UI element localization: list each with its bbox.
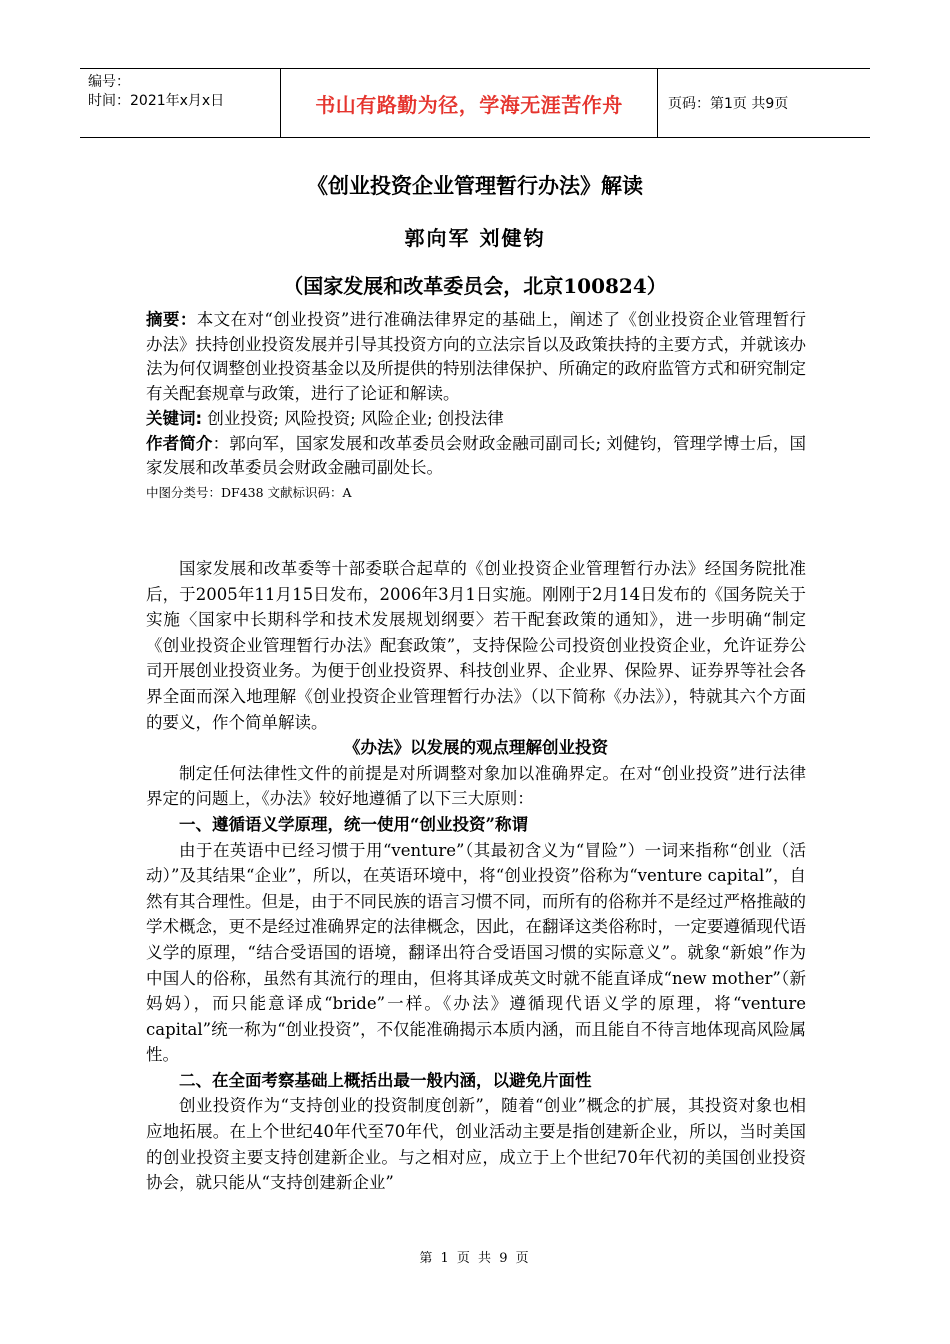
intro-paragraph: 国家发展和改革委等十部委联合起草的《创业投资企业管理暂行办法》经国务院批准后，于2005年11月15日发布，2006年3月1日实施。刚刚于2月14日发布的《国务院关于实施〈国家中长期科学和技术发展规划纲要〉若干配套政策的通知》，进一步明确“制定《创业投资企业管理暂行办法》配套政策”，支持保险公司投资创业投资企业，允许证券公司开展创业投资业务。为便于创业投资界、科技创业界、企业界、保险界、证券界等社会各界全面而深入地理解《创业投资企业管理暂行办法》（以下简称《办法》），特就其六个方面的要义，作个简单解读。 (146, 559, 806, 732)
abstract-text: 本文在对“创业投资”进行准确法律界定的基础上，阐述了《创业投资企业管理暂行办法》扶持创业投资发展并引导其投资方向的立法宗旨以及政策扶持的主要方式，并就该办法为何仅调整创业投资基金以及所提供的特别法律保护、所确定的政府监管方式和研究制定有关配套规章与政策，进行了论证和解读。 (146, 310, 807, 404)
section-heading: 《办法》以发展的观点理解创业投资 (344, 738, 608, 758)
classification-line: 中图分类号：DF438 文献标识码：A (146, 484, 352, 500)
header-motto: 书山有路勤为径，学海无涯苦作舟 (280, 69, 658, 137)
keywords (146, 407, 806, 432)
abstract-label: 摘要： (146, 310, 197, 329)
document-time-label: 时间：2021年x月x日 (88, 93, 225, 109)
header-page-info: 页码：第1页 共9页 (668, 96, 789, 112)
subsection-heading: 一、遵循语义学原理，统一使用“创业投资”称谓 (179, 814, 528, 834)
document-title: 《创业投资企业管理暂行办法》解读 (307, 174, 643, 198)
subsection-heading: 二、在全面考察基础上概括出最一般内涵，以避免片面性 (179, 1070, 592, 1090)
page-header (80, 68, 870, 138)
author-affiliation: （国家发展和改革委员会，北京100824） (283, 274, 667, 298)
document-number-label: 编号： (88, 74, 130, 90)
body-paragraph: 创业投资作为“支持创业的投资制度创新”，随着“创业”概念的扩展，其投资对象也相应地拓展。在上个世纪40年代至70年代，创业活动主要是指创建新企业，所以，当时美国的创业投资主要支持创建新企业。与之相对应，成立于上个世纪70年代初的美国创业投资协会，就只能从“支持创建新企业” (146, 1096, 806, 1193)
page-footer: 第 1 页 共 9 页 (419, 1251, 531, 1266)
body-paragraph: 制定任何法律性文件的前提是对所调整对象加以准确界定。在对“创业投资”进行法律界定的问题上，《办法》较好地遵循了以下三大原则： (146, 763, 806, 809)
front-matter (146, 308, 806, 503)
keywords-label: 关键词: (146, 408, 203, 428)
main-text (146, 556, 806, 1196)
keywords-text: 创业投资; 风险投资; 风险企业; 创投法律 (202, 408, 504, 428)
header-meta (80, 69, 280, 137)
author-bio (146, 432, 806, 481)
abstract (146, 308, 806, 407)
author-bio-text: ：郭向军，国家发展和改革委员会财政金融司副司长; 刘健钧，管理学博士后，国家发展和改革委员会财政金融司副处长。 (146, 433, 807, 478)
author-bio-label: 作者简介 (146, 433, 213, 453)
body-paragraph: 由于在英语中已经习惯于用“venture”（其最初含义为“冒险”）一词来指称“创业（活动）”及其结果“企业”，所以，在英语环境中，将“创业投资”俗称为“venture capital”，自然有其合理性。但是，由于不同民族的语言习惯不同，而所有的俗称并不是经过严格推敲的学术概念，更不是经过准确界定的法律概念，因此，在翻译这类俗称时，一定要遵循现代语义学的原理，“结合受语国的语境，翻译出符合受语国习惯的实际意义”。就象“新娘”作为中国人的俗称，虽然有其流行的理由，但将其译成英文时就不能直译成“new mother”（新妈妈），而只能意译成“bride”一样。《办法》遵循现代语义学的原理，将“venture capital”统一称为“创业投资”，不仅能准确揭示本质内涵，而且能自不待言地体现高风险属性。 (146, 840, 806, 1065)
document-authors: 郭向军 刘健钧 (404, 226, 546, 250)
